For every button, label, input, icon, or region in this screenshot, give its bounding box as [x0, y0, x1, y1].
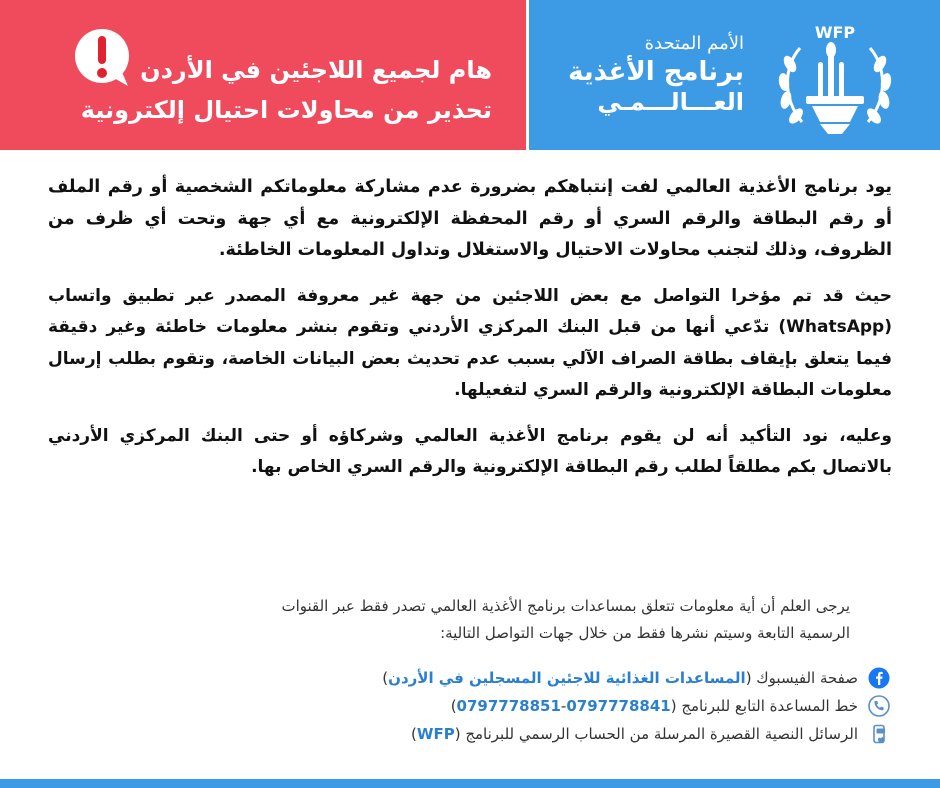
alert-title-line1: هام لجميع اللاجئين في الأردن: [140, 56, 492, 84]
wfp-name-line2: برنامج الأغذية: [568, 57, 744, 87]
alert-title-line2: تحذير من محاولات احتيال إلكترونية: [80, 96, 492, 124]
facebook-prefix: صفحة الفيسبوك (: [745, 669, 858, 687]
paragraph-3: وعليه، نود التأكيد أنه لن يقوم برنامج الأغذية العالمي وشركاؤه أو حتى البنك المركزي الأردني بالاتصال بكم مطلقاً لطلب رقم البطاقة الإلكترونية والرقم السري الخاص بها.: [48, 425, 892, 477]
phone-icon: [868, 695, 890, 717]
wfp-name-line3: العـــالـــمـي: [597, 88, 744, 116]
wfp-name-line1: الأمم المتحدة: [644, 33, 744, 54]
wfp-emblem-text: WFP: [814, 23, 856, 42]
facebook-suffix: ): [382, 669, 389, 687]
header-divider: [526, 0, 529, 150]
alert-title: [72, 50, 492, 130]
wfp-emblem-icon: [770, 18, 900, 142]
hotline-prefix: خط المساعدة التابع للبرنامج (: [670, 697, 858, 715]
mobile-sms-icon: [868, 723, 890, 745]
header-banner: [0, 0, 940, 150]
exclamation-icon: [70, 26, 134, 88]
official-channels-note: [90, 593, 850, 647]
hotline-number-2[interactable]: 0797778851: [456, 697, 561, 715]
facebook-icon: [868, 667, 890, 689]
sms-suffix: ): [411, 725, 417, 743]
wfp-arabic-name: [544, 32, 744, 116]
sms-prefix: الرسائل النصية القصيرة المرسلة من الحساب الرسمي للبرنامج (: [454, 725, 858, 743]
note-line1: يرجى العلم أن أية معلومات تتعلق بمساعدات برنامج الأغذية العالمي تصدر فقط عبر القنوات: [281, 597, 850, 615]
contact-hotline: [200, 692, 890, 720]
paragraph-2: حيث قد تم مؤخرا التواصل مع بعض اللاجئين من جهة غير معروفة المصدر عبر تطبيق واتساب (WhatsApp) تدّعي أنها من قبل البنك المركزي الأردني وتقوم بنشر معلومات خاطئة وغير دقيقة فيما يتعلق بإيقاف بطاقة الصراف الآلي بسبب عدم تحديث بعض البيانات الخاصة، وتقوم بطلب إرسال معلومات البطاقة الإلكترونية والرقم السري لتفعيلها.: [48, 285, 892, 400]
contacts-list: [200, 664, 890, 748]
contact-sms: [200, 720, 890, 748]
note-line2: الرسمية التابعة وسيتم نشرها فقط من خلال جهات التواصل التالية:: [440, 624, 850, 642]
sms-sender-id: WFP: [416, 725, 455, 743]
facebook-page-link[interactable]: المساعدات الغذائية للاجئين المسجلين في الأردن: [388, 669, 746, 687]
hotline-separator: -: [560, 697, 567, 715]
paragraph-1: يود برنامج الأغذية العالمي لفت إنتباهكم بضرورة عدم مشاركة معلوماتكم الشخصية أو رقم الملف أو رقم البطاقة والرقم السري أو رقم المحفظة الإلكترونية مع أي جهة وتحت أي ظرف من الظروف، وذلك لتجنب محاولات الاحتيال والاستغلال وتداول المعلومات الخاطئة.: [48, 177, 892, 260]
contact-facebook: [200, 664, 890, 692]
footer-bar: [0, 779, 940, 788]
hotline-suffix: ): [450, 697, 457, 715]
main-content: [48, 172, 892, 498]
hotline-number-1[interactable]: 0797778841: [566, 697, 671, 715]
